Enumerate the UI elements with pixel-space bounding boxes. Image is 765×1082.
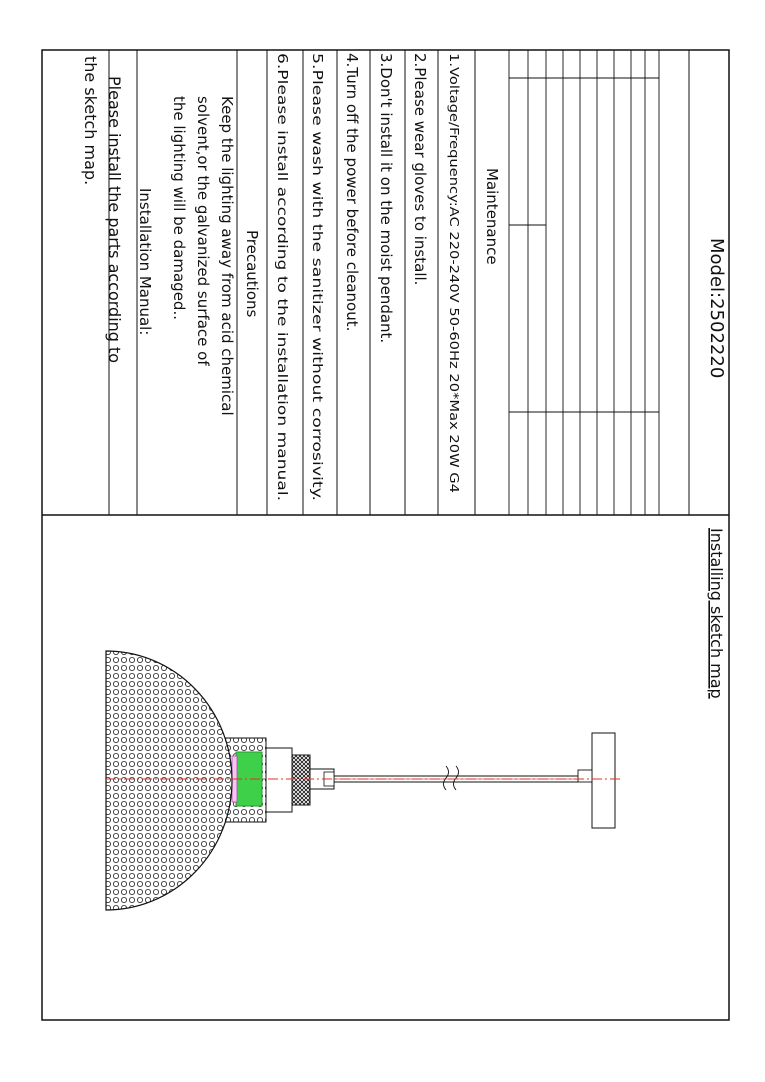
precautions-line-3: the lighting will be damaged.. [170, 96, 188, 320]
precautions-line-2: solvent,or the galvanized surface of [194, 96, 212, 366]
socket-neck [266, 748, 292, 812]
ceiling-canopy [592, 733, 615, 828]
maintenance-item-6: 6.Please install according to the installation manual. [274, 53, 289, 394]
title-block-grid [509, 50, 659, 515]
maintenance-item-1: 1.Voltage/Frequency:AC 220-240V 50-60Hz 20*Max 20W G4 [447, 53, 461, 413]
precautions-line-1: Keep the lighting away from acid chemical [218, 96, 236, 416]
instructions-panel [81, 53, 727, 699]
installation-line-1: Please install the parts according to [105, 76, 124, 364]
sketch-title: Installing sketch map [707, 528, 726, 699]
canopy-grip [578, 770, 592, 782]
perforated-shade [106, 651, 232, 910]
model-number: Model:2502220 [706, 238, 727, 379]
maintenance-item-5: 5.Please wash with the sanitizer without corrosivity. [309, 53, 324, 390]
maintenance-item-4: 4.Turn off the power before cleanout. [343, 53, 361, 332]
precautions-heading: Precautions [243, 230, 261, 318]
installation-line-2: the sketch map. [81, 56, 100, 186]
installation-heading: Installation Manual: [136, 188, 154, 336]
knurled-ring [292, 755, 310, 805]
maintenance-item-3: 3.Don't install it on the moist pendant. [377, 53, 395, 344]
cable-break-mark [444, 766, 459, 790]
maintenance-heading: Maintenance [483, 168, 501, 265]
pendant-sketch [106, 651, 620, 910]
maintenance-item-2: 2.Please wear gloves to install. [411, 53, 429, 286]
